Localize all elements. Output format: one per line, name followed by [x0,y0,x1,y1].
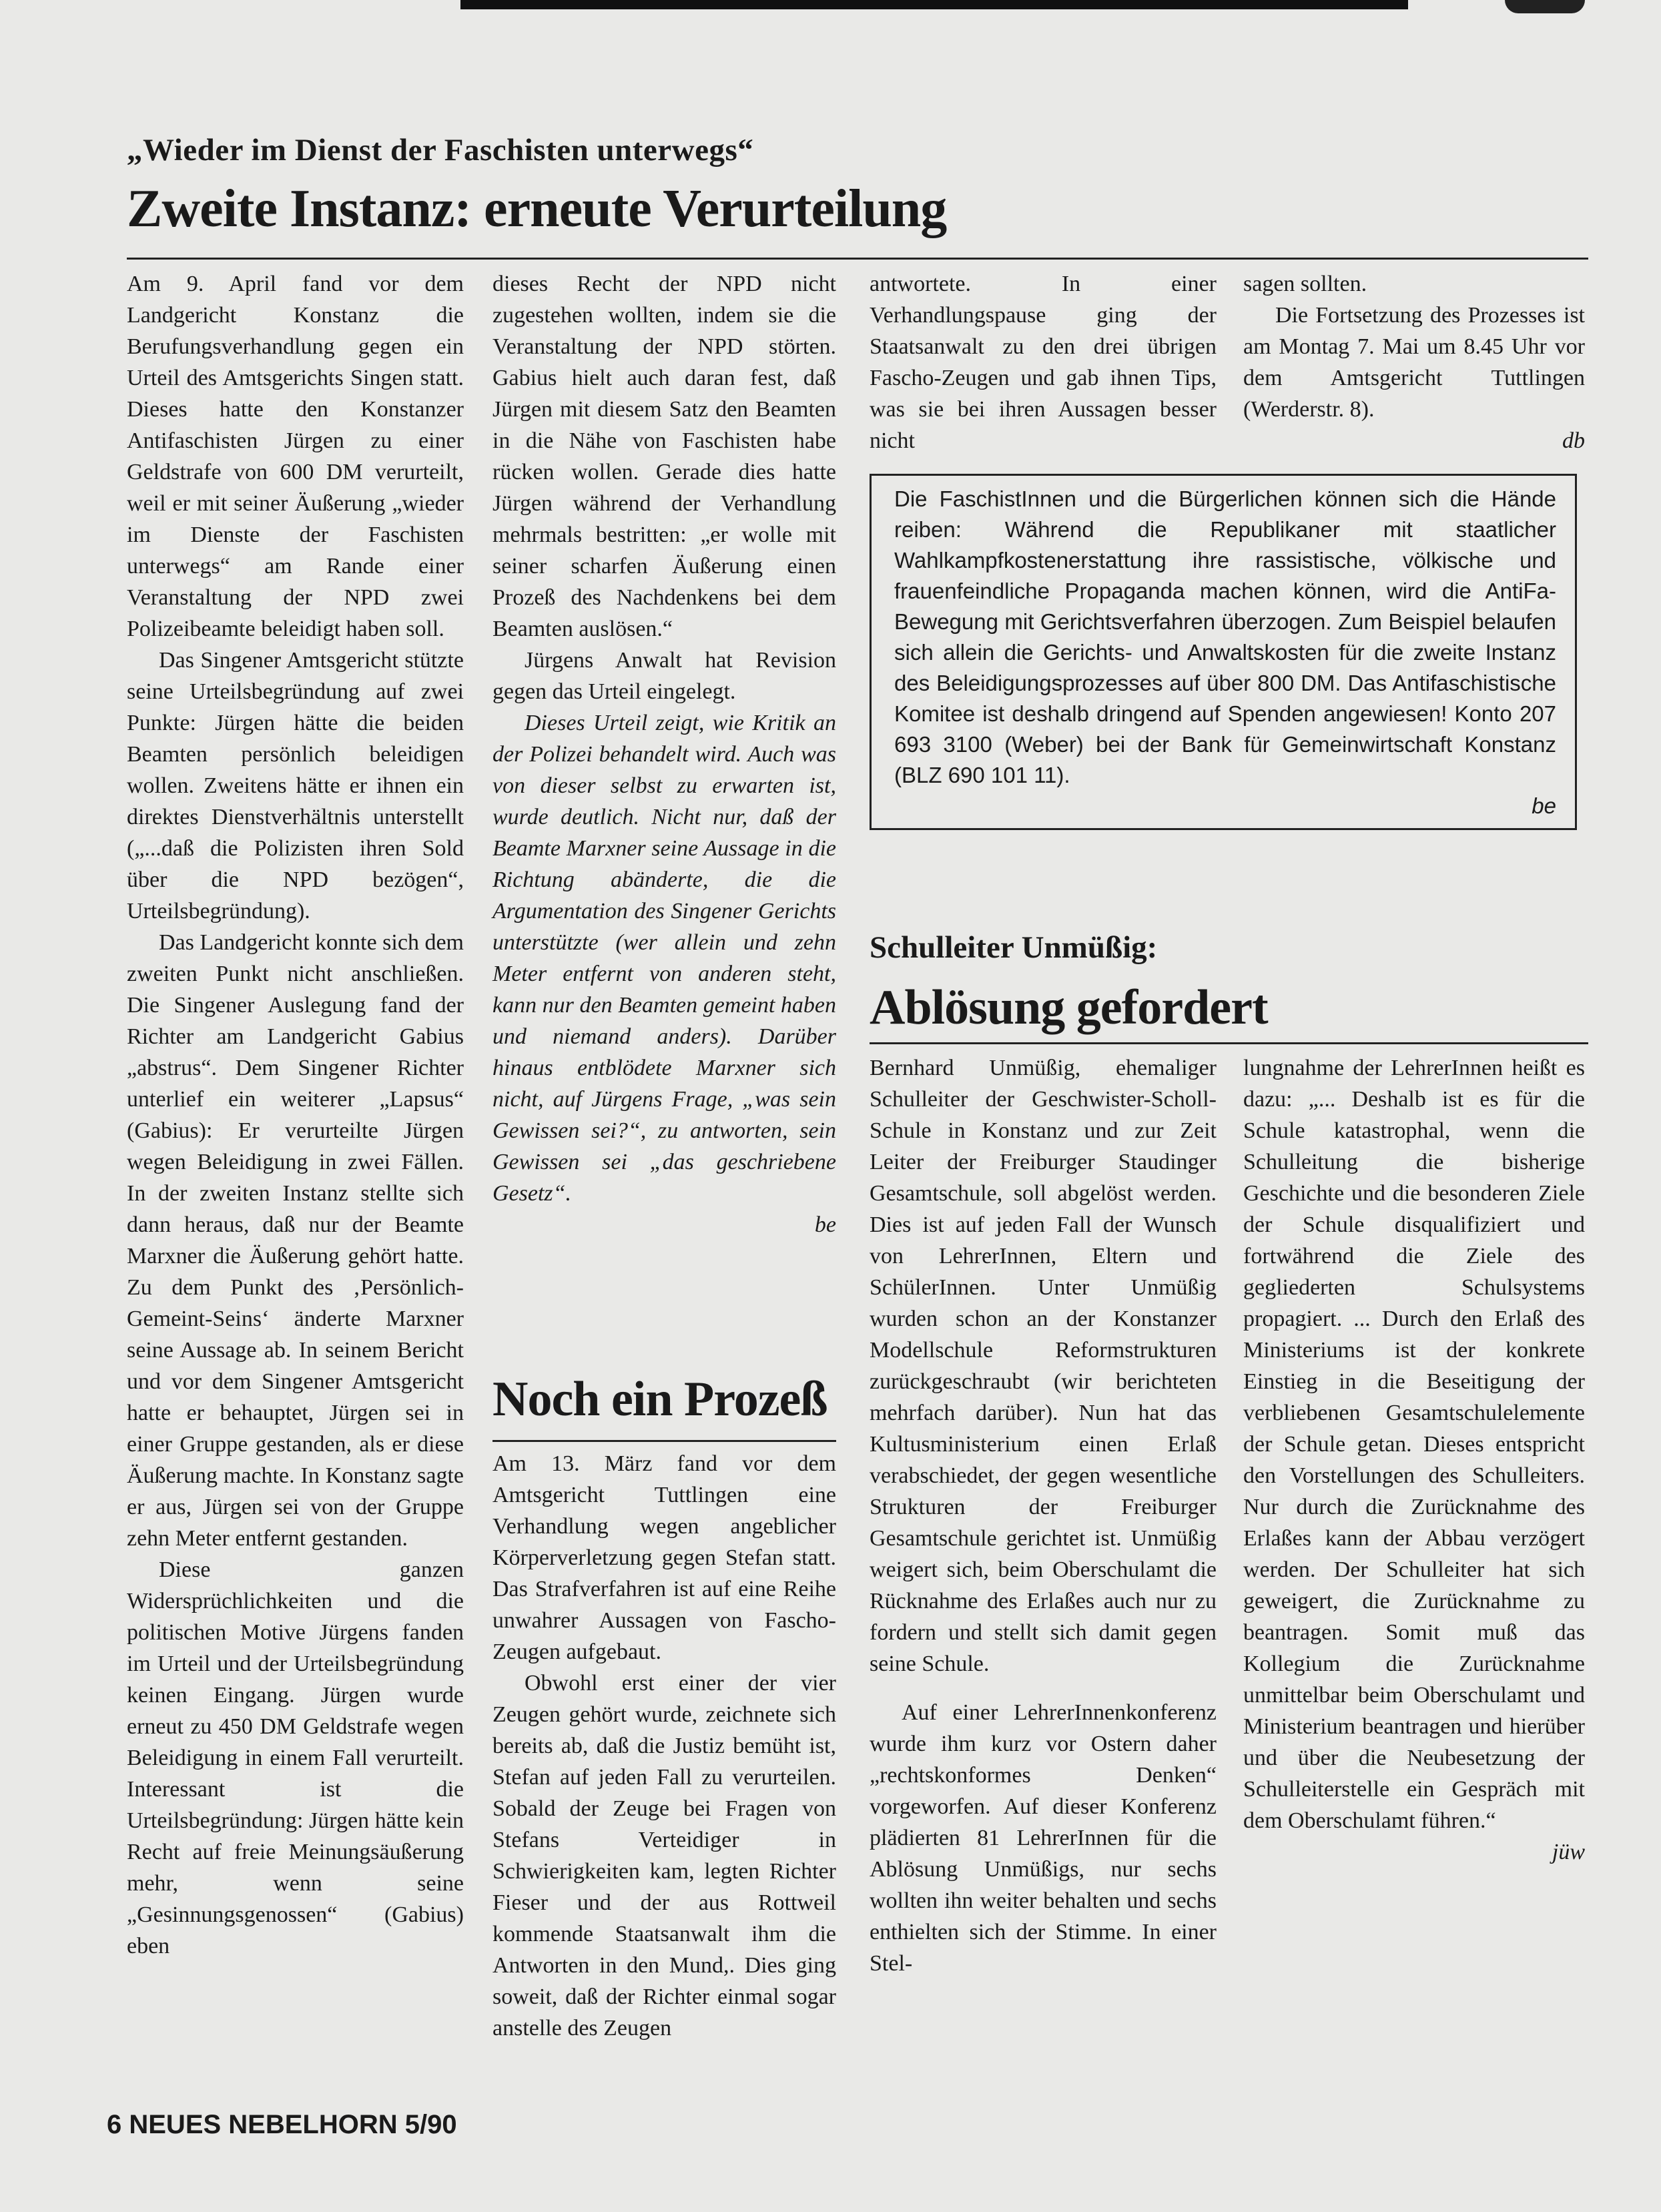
article1-rule [127,258,1588,260]
page-footer: 6 NEUES NEBELHORN 5/90 [107,2110,457,2139]
article2-column-3 [870,268,1217,456]
article3-headline: Ablösung gefordert [870,980,1268,1035]
article2-rule [492,1440,836,1442]
article3-kicker: Schulleiter Unmüßig: [870,930,1158,965]
article3-col3-para-2: Auf einer LehrerInnenkonferenz wurde ihm kurz vor Ostern daher „rechtskonformes Denken“ vorgeworfen. Auf dieser Konferenz plädierten 81 LehrerInnen für die Ablösung Unmüßigs, nur sechs wollten ihn weiter behalten und sechs enthielten sich der Stimme. In einer Stel- [870,1700,1217,1976]
donation-notice-box [870,474,1577,830]
donation-notice-text: Die FaschistInnen und die Bürgerlichen können sich die Hände reiben: Während die Republikaner mit staatlicher Wahlkampfkostenerstattung ihre rassistische, völkische und frauenfeindliche Propaganda machen können, wird die AntiFa-Bewegung mit Gerichtsverfahren überzogen. Zum Beispiel belaufen sich allein die Gerichts- und Anwaltskosten für die zweite Instanz des Beleidigungsprozesses auf über 800 DM. Das Antifaschistische Komitee ist deshalb dringend auf Spenden angewiesen! Konto 207 693 3100 (Weber) bei der Bank für Gemeinwirtschaft Konstanz (BLZ 690 101 11). [894,486,1556,787]
article1-col1-para-1: Am 9. April fand vor dem Landgericht Konstanz die Berufungsverhandlung gegen ein Urteil des Amtsgerichts Singen statt. Dieses hatte den Konstanzer Antifaschisten Jürgen zu einer Geldstrafe von 600 DM verurteilt, weil er mit seiner Äußerung „wieder im Dienste der Faschisten unterwegs“ am Rande einer Veranstaltung der NPD zwei Polizeibeamte beleidigt haben soll. [127,272,464,641]
article2-headline: Noch ein Prozeß [492,1372,827,1427]
article2-column-4 [1243,268,1585,456]
article1-col1-para-4: Diese ganzen Widersprüchlichkeiten und die politischen Motive Jürgens fanden im Urteil und der Urteilsbegründung keinen Eingang. Jürgen wurde erneut zu 450 DM Geldstrafe wegen Beleidigung in einem Fall verurteilt. Interessant ist die Urteilsbegründung: Jürgen hätte kein Recht auf freie Meinungsäußerung mehr, wenn seine „Gesinnungsgenossen“ (Gabius) eben [127,1557,464,1958]
article1-kicker: „Wieder im Dienst der Faschisten unterwegs“ [127,133,754,167]
top-edge-mark [1505,0,1585,13]
top-edge-bar [460,0,1408,9]
article1-column-1 [127,268,464,1962]
article3-column-3 [870,1052,1217,1979]
article1-col1-para-3: Das Landgericht konnte sich dem zweiten Punkt nicht anschließen. Die Singener Auslegung fand der Richter am Landgericht Gabius „abstrus“. Dem Singener Richter unterlief ein weiterer „Lapsus“ (Gabius): Er verurteilte Jürgen wegen Beleidigung in zwei Fällen. In der zweiten Instanz stellte sich dann heraus, daß nur der Beamte Marxner die Äußerung gehört hatte. Zu dem Punkt des ‚Persönlich-Gemeint-Seins‘ änderte Marxner seine Aussage ab. In seinem Bericht und vor dem Singener Amtsgericht hatte er behauptet, Jürgen sei in einer Gruppe gestanden, als er diese Äußerung machte. In Konstanz sagte er aus, Jürgen sei von der Gruppe zehn Meter entfernt gestanden. [127,930,464,1551]
article2-col4-para-1: sagen sollten. [1243,272,1367,296]
donation-notice-signature: be [1532,793,1556,818]
article1-headline: Zweite Instanz: erneute Verurteilung [127,179,947,238]
article1-column-2 [492,268,836,1240]
article2-col2-para-2: Obwohl erst einer der vier Zeugen gehört wurde, zeichnete sich bereits ab, daß die Justiz bemüht ist, Stefan auf jeden Fall zu verurteilen. Sobald der Zeuge bei Fragen von Stefans Verteidiger in Schwierigkeiten kam, legten Richter Fieser und der aus Rottweil kommende Staatsanwalt ihm die Antworten in den Mund,. Dies ging soweit, daß der Richter einmal sogar anstelle des Zeugen [492,1671,836,2041]
article1-col2-para-1: dieses Recht der NPD nicht zugestehen wollten, indem sie die Veranstaltung der NPD störten. Gabius hielt auch daran fest, daß Jürgen mit diesem Satz den Beamten in die Nähe von Faschisten habe rücken wollen. Gerade dies hatte Jürgen während der Verhandlung mehrmals bestritten: „er wolle mit seiner scharfen Äußerung einen Prozeß des Nachdenkens bei dem Beamten auslösen.“ [492,272,836,641]
article3-col4-para-1: lungnahme der LehrerInnen heißt es dazu: „... Deshalb ist es für die Schule katastrophal, wenn die Schulleitung die bisherige Geschichte und die besonderen Ziele der Schule disqualifiziert und fortwährend die Ziele des gegliederten Schulsystems propagiert. ... Durch den Erlaß des Ministeriums ist der konkrete Einstieg in die Beseitigung der verbliebenen Gesamtschulelemente der Schule getan. Dieses entspricht den Vorstellungen des Schulleiters. Nur durch die Zurücknahme des Erlaßes kann der Abbau verzögert werden. Der Schulleiter hat sich geweigert, die Zurücknahme zu beantragen. Somit muß das Kollegium die Zurücknahme unmittelbar beim Oberschulamt und Ministerium beantragen und hierüber und über die Neubesetzung der Schulleiterstelle ein Gespräch mit dem Oberschulamt führen.“ [1243,1056,1585,1833]
article3-rule [870,1042,1588,1044]
article2-column-2 [492,1448,836,2044]
article1-col1-para-2: Das Singener Amtsgericht stützte seine Urteilsbegründung auf zwei Punkte: Jürgen hätte die beiden Beamten persönlich beleidigen wollen. Zweitens hätte er ihnen ein direktes Dienstverhältnis unterstellt („...daß die Polizisten ihren Sold über die NPD bezögen“, Urteilsbegründung). [127,648,464,924]
article2-col3-para-1: antwortete. In einer Verhandlungspause ging der Staatsanwalt zu den drei übrigen Fascho-Zeugen und gab ihnen Tips, was sie bei ihren Aussagen besser nicht [870,272,1217,453]
article1-signature: be [814,1212,836,1237]
article2-col2-para-1: Am 13. März fand vor dem Amtsgericht Tuttlingen eine Verhandlung wegen angeblicher Körperverletzung gegen Stefan statt. Das Strafverfahren ist auf eine Reihe unwahrer Aussagen von Fascho-Zeugen aufgebaut. [492,1451,836,1664]
article2-signature: db [1562,428,1585,453]
article1-col2-para-3: Dieses Urteil zeigt, wie Kritik an der Polizei behandelt wird. Auch was von dieser selbst zu erwarten ist, wurde deutlich. Nicht nur, daß der Beamte Marxner seine Aussage in die Richtung abänderte, die die Argumentation des Singener Gerichts unterstützte (wer allein und zehn Meter entfernt von anderen steht, kann nur den Beamten gemeint haben und niemand anders). Darüber hinaus entblödete Marxner sich nicht, auf Jürgens Frage, „was sein Gewissen sei?“, zu antworten, sein Gewissen sei „das geschriebene Gesetz“. [492,711,836,1206]
article3-signature: jüw [1552,1840,1585,1864]
article1-col2-para-2: Jürgens Anwalt hat Revision gegen das Urteil eingelegt. [492,648,836,704]
article3-column-4 [1243,1052,1585,1868]
article2-col4-para-2: Die Fortsetzung des Prozesses ist am Montag 7. Mai um 8.45 Uhr vor dem Amtsgericht Tuttlingen (Werderstr. 8). [1243,303,1585,422]
article3-col3-para-1: Bernhard Unmüßig, ehemaliger Schulleiter der Geschwister-Scholl-Schule in Konstanz und zur Zeit Leiter der Freiburger Staudinger Gesamtschule, soll abgelöst werden. Dies ist auf jeden Fall der Wunsch von LehrerInnen, Eltern und SchülerInnen. Unter Unmüßig wurden schon an der Konstanzer Modellschule Reformstrukturen zurückgeschraubt (wir berichteten mehrfach darüber). Nun hat das Kultusministerium einen Erlaß verabschiedet, der gegen wesentliche Strukturen der Freiburger Gesamtschule gerichtet ist. Unmüßig weigert sich, beim Oberschulamt die Rücknahme des Erlaßes auch nur zu fordern und stellt sich damit gegen seine Schule. [870,1056,1217,1676]
